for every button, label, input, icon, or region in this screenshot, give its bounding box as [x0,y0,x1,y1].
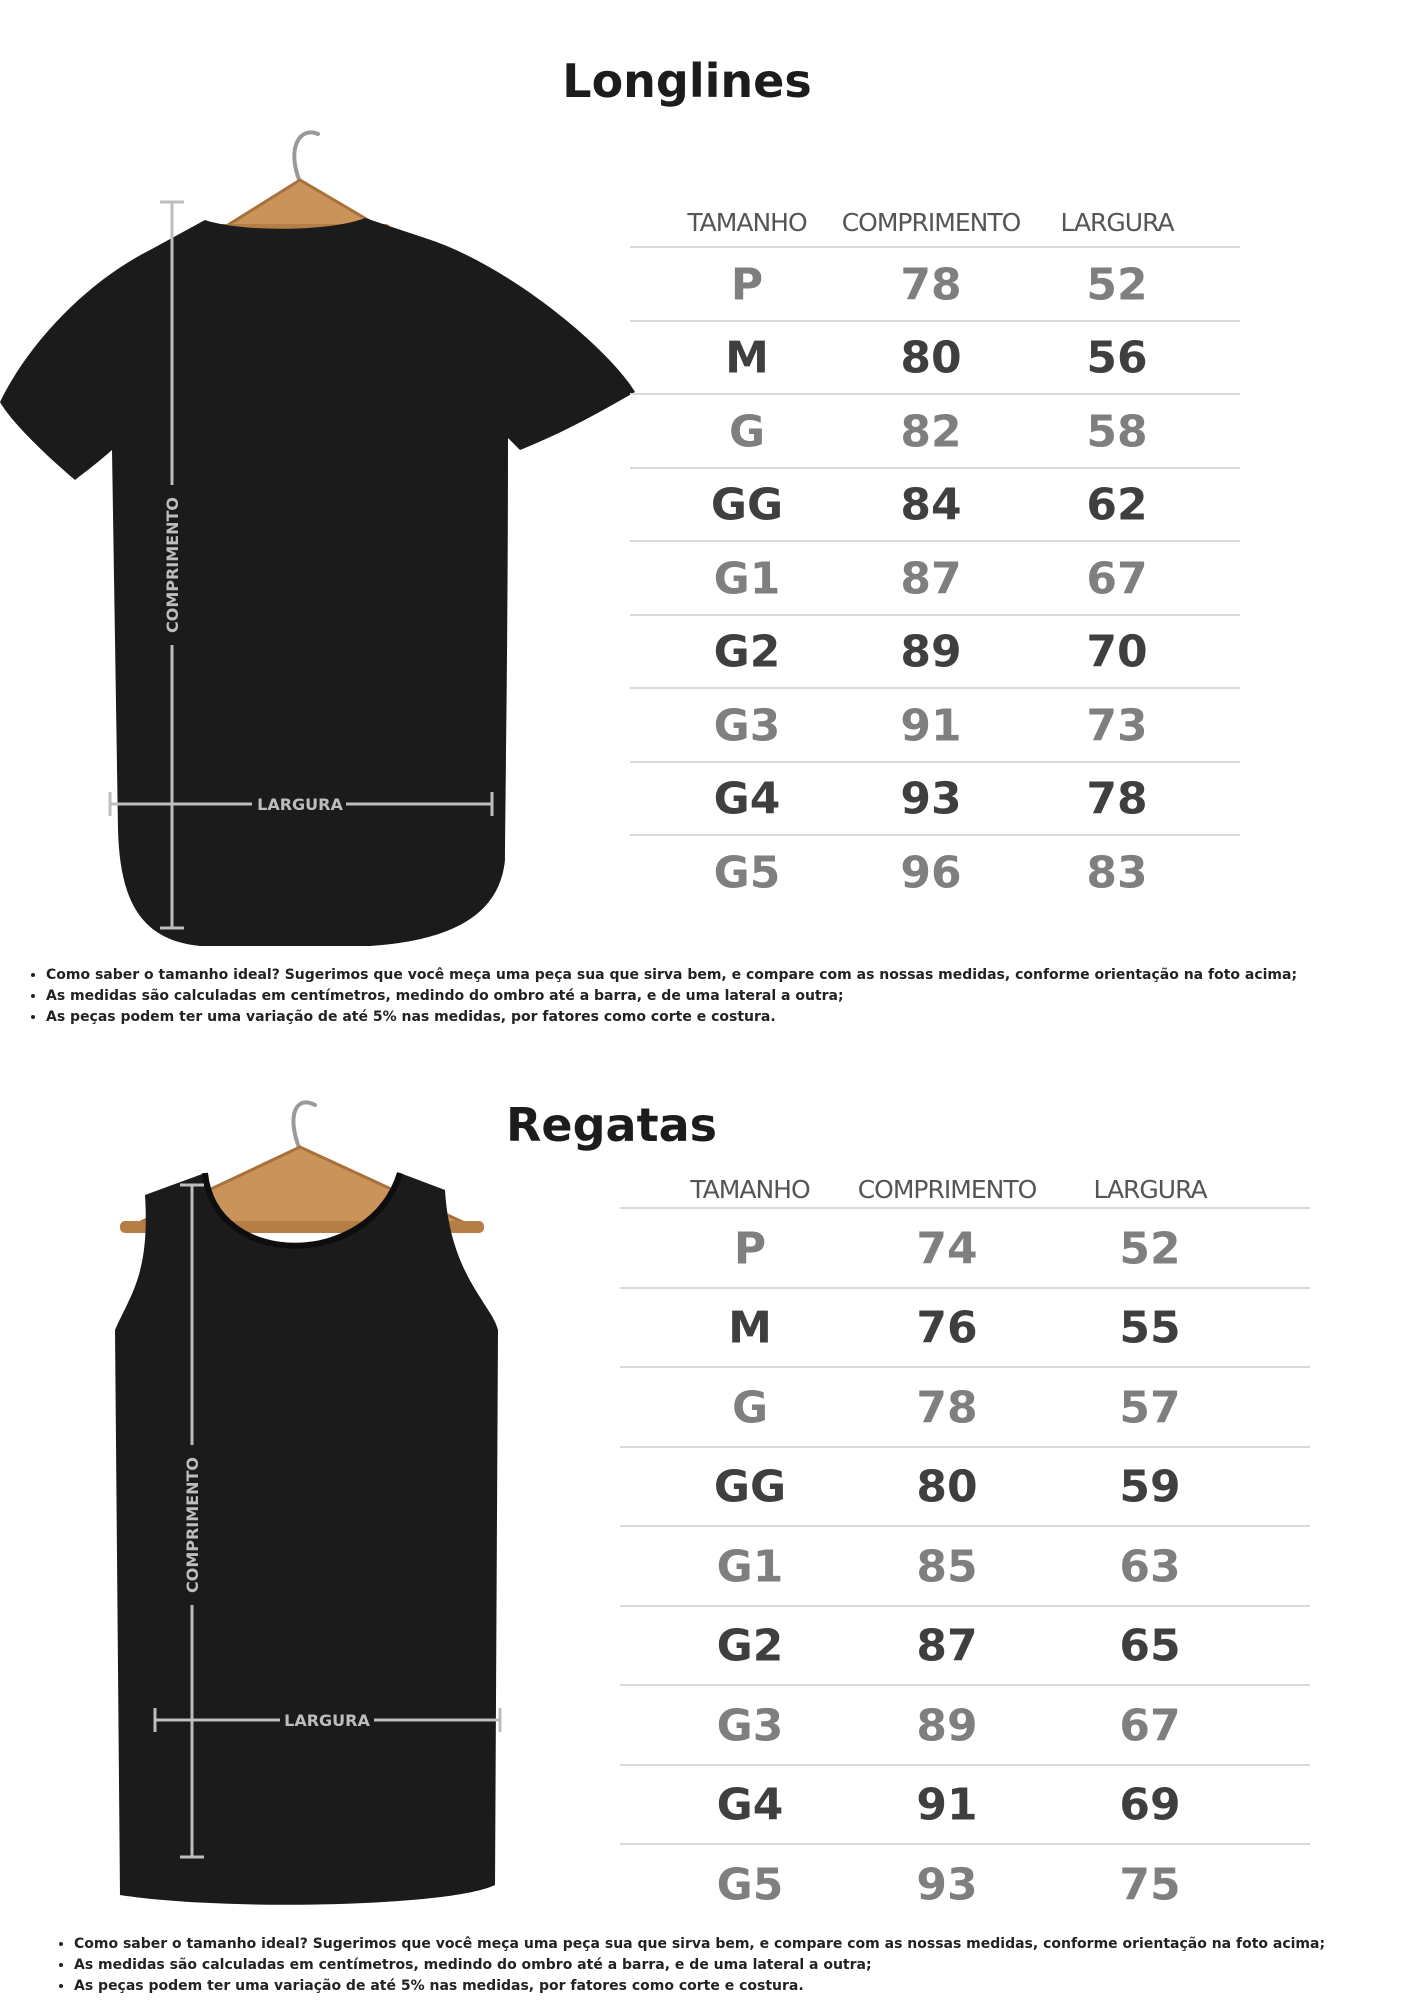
length-cell: 91 [900,700,962,752]
table-row [620,1684,1310,1766]
size-cell: G2 [716,1620,784,1672]
length-cell: 74 [916,1223,978,1275]
size-cell: P [733,1223,767,1275]
header-size: TAMANHO [690,1175,810,1204]
length-cell: 91 [916,1779,978,1831]
width-cell: 57 [1119,1382,1181,1434]
size-cell: G5 [713,847,781,899]
header-length: COMPRIMENTO [857,1175,1037,1204]
table-row [630,467,1240,543]
width-cell: 83 [1086,847,1148,899]
tank-top-body [115,1173,498,1905]
header-length: COMPRIMENTO [841,208,1021,237]
table-row [630,687,1240,763]
longlines-notes [28,965,1297,1028]
table-row [620,1366,1310,1448]
size-cell: M [725,332,769,384]
width-cell: 62 [1086,479,1148,531]
size-cell: G [731,1382,769,1434]
length-cell: 84 [900,479,962,531]
note-item: • As peças podem ter uma variação de até 5% nas medidas, por fatores como corte e costura. [74,1976,1325,1997]
longlines-title: Longlines [562,54,812,108]
size-cell: P [730,259,764,311]
note-item: • Como saber o tamanho ideal? Sugerimos que você meça uma peça sua que sirva bem, e compare com as nossas medidas, conforme orientação na foto acima; [46,965,1297,986]
tank-top-illustration [100,1055,520,1915]
size-cell: G3 [716,1700,784,1752]
note-item: • As medidas são calculadas em centímetros, medindo do ombro até a barra, e de uma lateral a outra; [74,1955,1325,1976]
table-row [620,1287,1310,1369]
table-row [630,614,1240,690]
note-item: • As peças podem ter uma variação de até 5% nas medidas, por fatores como corte e costura. [46,1007,1297,1028]
header-width: LARGURA [1060,208,1174,237]
width-label: LARGURA [257,795,343,814]
width-cell: 75 [1119,1859,1181,1911]
width-cell: 65 [1119,1620,1181,1672]
width-cell: 70 [1086,626,1148,678]
length-cell: 89 [916,1700,978,1752]
table-row [630,540,1240,616]
length-cell: 93 [916,1859,978,1911]
width-cell: 59 [1119,1461,1181,1513]
header-width: LARGURA [1093,1175,1207,1204]
length-cell: 78 [900,259,962,311]
length-cell: 87 [916,1620,978,1672]
width-label: LARGURA [284,1711,370,1730]
length-cell: 85 [916,1541,978,1593]
width-cell: 58 [1086,406,1148,458]
table-row [620,1446,1310,1528]
width-cell: 52 [1086,259,1148,311]
width-cell: 52 [1119,1223,1181,1275]
size-cell: G2 [713,626,781,678]
regatas-notes [56,1934,1325,1997]
table-row [620,1605,1310,1687]
longline-tshirt-illustration [0,120,640,950]
length-cell: 80 [916,1461,978,1513]
table-row [630,761,1240,837]
width-cell: 69 [1119,1779,1181,1831]
length-cell: 96 [900,847,962,899]
size-cell: G4 [713,773,781,825]
length-cell: 87 [900,553,962,605]
length-label: COMPRIMENTO [163,496,182,634]
length-cell: 76 [916,1302,978,1354]
width-cell: 73 [1086,700,1148,752]
table-row [630,246,1240,322]
length-cell: 82 [900,406,962,458]
length-cell: 80 [900,332,962,384]
size-cell: G5 [716,1859,784,1911]
length-cell: 78 [916,1382,978,1434]
longlines-size-table [630,198,1240,898]
regatas-size-table [620,1165,1310,1915]
width-cell: 67 [1119,1700,1181,1752]
table-row [620,1764,1310,1846]
length-cell: 89 [900,626,962,678]
size-cell: M [728,1302,772,1354]
table-row [620,1843,1310,1925]
width-cell: 67 [1086,553,1148,605]
size-cell: GG [710,479,784,531]
size-cell: G3 [713,700,781,752]
size-cell: G4 [716,1779,784,1831]
size-cell: G1 [713,553,781,605]
table-row [620,1525,1310,1607]
size-cell: G [728,406,766,458]
width-cell: 55 [1119,1302,1181,1354]
table-row [620,1207,1310,1289]
regatas-title: Regatas [506,1098,717,1152]
header-size: TAMANHO [687,208,807,237]
width-cell: 56 [1086,332,1148,384]
table-row [630,834,1240,910]
size-cell: G1 [716,1541,784,1593]
note-item: • Como saber o tamanho ideal? Sugerimos que você meça uma peça sua que sirva bem, e compare com as nossas medidas, conforme orientação na foto acima; [74,1934,1325,1955]
length-label: COMPRIMENTO [183,1456,202,1594]
note-item: • As medidas são calculadas em centímetros, medindo do ombro até a barra, e de uma lateral a outra; [46,986,1297,1007]
table-row [630,393,1240,469]
table-header [630,198,1240,250]
width-cell: 78 [1086,773,1148,825]
size-cell: GG [713,1461,787,1513]
width-cell: 63 [1119,1541,1181,1593]
length-cell: 93 [900,773,962,825]
tshirt-body [0,218,635,946]
table-row [630,320,1240,396]
